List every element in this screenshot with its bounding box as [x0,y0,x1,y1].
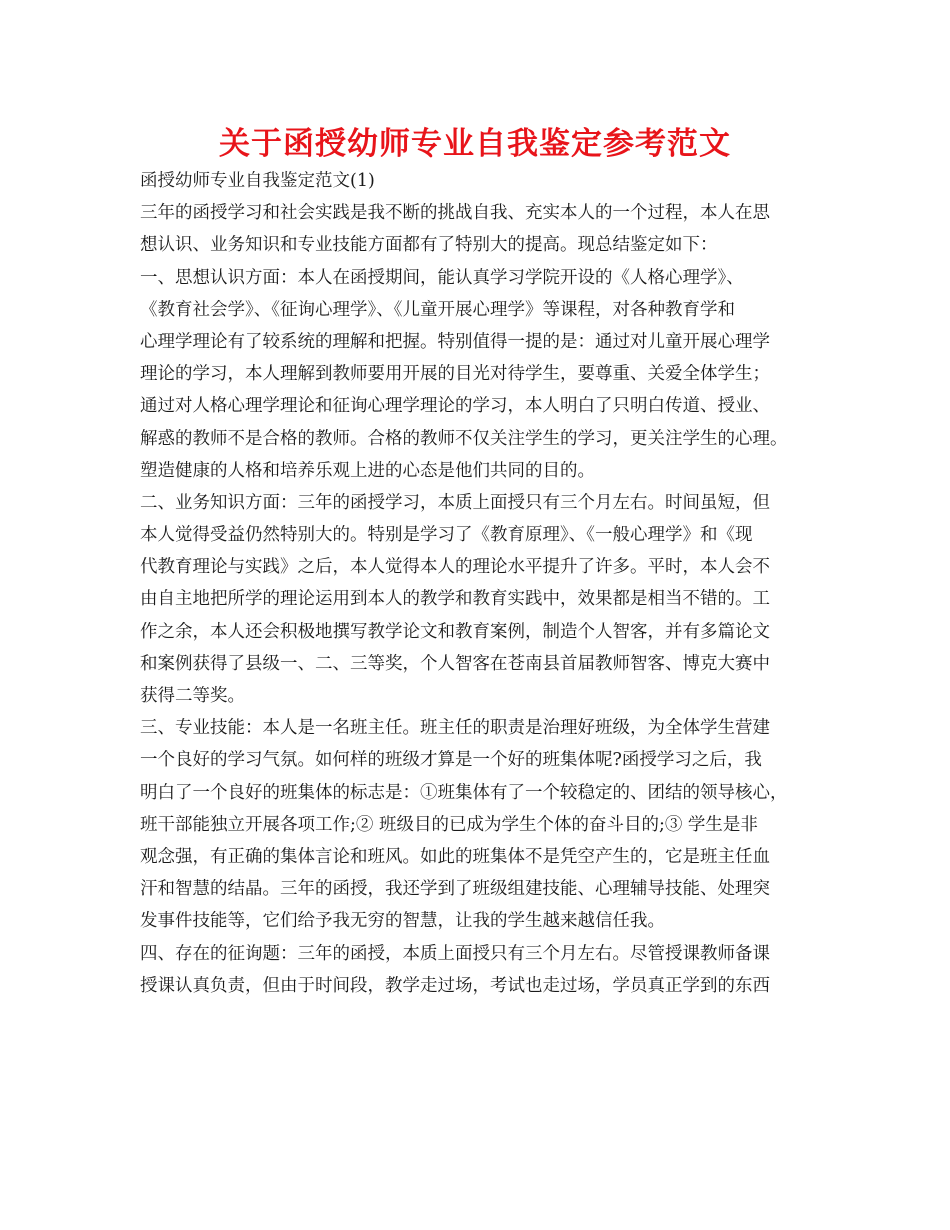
document-body [140,165,820,1002]
text-line: 理论的学习，本人理解到教师要用开展的目光对待学生，要尊重、关爱全体学生； [140,364,770,385]
text-line: 二、业务知识方面：三年的函授学习，本质上面授只有三个月左右。时间虽短，但 [140,492,770,513]
text-line: 获得二等奖。 [140,686,245,706]
text-line: 三年的函授学习和社会实践是我不断的挑战自我、充实本人的一个过程，本人在思 [140,203,770,224]
text-line: 授课认真负责，但由于时间段，教学走过场，考试也走过场，学员真正学到的东西 [140,975,770,996]
text-line: 汗和智慧的结晶。三年的函授，我还学到了班级组建技能、心理辅导技能、处理突 [140,879,770,900]
text-line: 想认识、业务知识和专业技能方面都有了特别大的提高。现总结鉴定如下： [140,235,718,256]
text-line: 作之余，本人还会积极地撰写教学论文和教育案例，制造个人智客，并有多篇论文 [140,621,770,642]
text-line: 一个良好的学习气氛。如何样的班级才算是一个好的班集体呢?函授学习之后，我 [140,750,762,771]
text-line: 三、专业技能：本人是一名班主任。班主任的职责是治理好班级，为全体学生营建 [140,718,770,739]
document-title: 关于函授幼师专业自我鉴定参考范文 [219,126,731,162]
text-line: 四、存在的征询题：三年的函授，本质上面授只有三个月左右。尽管授课教师备课 [140,943,770,964]
text-line: 班干部能独立开展各项工作;② 班级目的已成为学生个体的奋斗目的;③ 学生是非 [140,814,758,835]
text-line: 观念强，有正确的集体言论和班风。如此的班集体不是凭空产生的，它是班主任血 [140,846,770,867]
text-line: 由自主地把所学的理论运用到本人的教学和教育实践中，效果都是相当不错的。工 [140,589,770,610]
text-line: 本人觉得受益仍然特别大的。特别是学习了《教育原理》、《一般心理学》和《现 [140,525,753,546]
text-line: 心理学理论有了较系统的理解和把握。特别值得一提的是：通过对儿童开展心理学 [140,331,770,352]
text-line: 一、思想认识方面：本人在函授期间，能认真学习学院开设的《人格心理学》、 [140,267,744,288]
text-line: 通过对人格心理学理论和征询心理学理论的学习，本人明白了只明白传道、授业、 [140,396,770,417]
text-line: 《教育社会学》、《征询心理学》、《儿童开展心理学》等课程，对各种教育学和 [140,299,735,320]
text-line: 解惑的教师不是合格的教师。合格的教师不仅关注学生的学习，更关注学生的心理。 [140,428,788,449]
text-line: 塑造健康的人格和培养乐观上进的心态是他们共同的目的。 [140,460,595,481]
text-line: 明白了一个良好的班集体的标志是：①班集体有了一个较稳定的、团结的领导核心， [140,782,788,803]
text-line: 和案例获得了县级一、二、三等奖，个人智客在苍南县首届教师智客、博克大赛中 [140,653,770,674]
text-line: 函授幼师专业自我鉴定范文(1) [140,171,375,191]
text-line: 代教育理论与实践》之后，本人觉得本人的理论水平提升了许多。平时，本人会不 [140,557,770,578]
text-line: 发事件技能等，它们给予我无穷的智慧，让我的学生越来越信任我。 [140,911,665,932]
